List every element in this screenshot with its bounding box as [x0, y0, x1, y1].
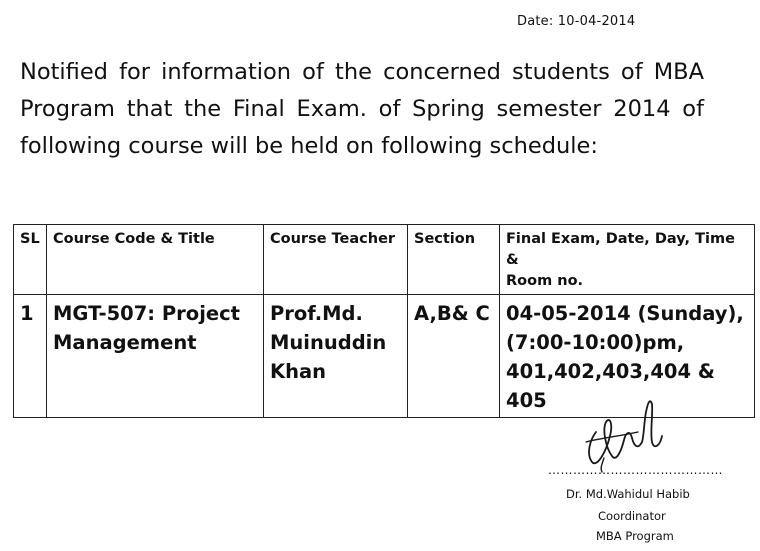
cell-teacher: [264, 295, 408, 418]
table-header-row: [14, 225, 755, 295]
header-schedule: [500, 225, 755, 295]
cell-course-line-1: MGT-507: Project: [53, 302, 240, 325]
header-teacher: Course Teacher: [264, 225, 408, 295]
cell-schedule-line-3: 401,402,403,404 & 405: [506, 360, 715, 412]
notice-line-2: Program that the Final Exam. of Spring semester 2014 of: [20, 96, 704, 122]
cell-course-line-2: Management: [53, 331, 197, 354]
header-schedule-line-1: Final Exam, Date, Day, Time &: [506, 231, 735, 268]
signatory-program: MBA Program: [596, 529, 674, 543]
notice-line-3: following course will be held on following schedule:: [20, 133, 598, 159]
cell-sl: 1: [14, 295, 47, 418]
notice-body: [20, 54, 710, 165]
signature-line: ……………………………………: [548, 463, 723, 477]
cell-schedule-line-1: 04-05-2014 (Sunday),: [506, 302, 744, 325]
signatory-role: Coordinator: [598, 509, 666, 523]
exam-schedule-table: [13, 224, 755, 418]
notice-date: Date: 10-04-2014: [517, 14, 636, 29]
cell-teacher-line-3: Khan: [270, 360, 327, 383]
header-section: Section: [408, 225, 500, 295]
header-schedule-line-2: Room no.: [506, 273, 584, 289]
cell-section: A,B& C: [408, 295, 500, 418]
header-sl: SL: [14, 225, 47, 295]
cell-teacher-line-2: Muinuddin: [270, 331, 387, 354]
cell-schedule-line-2: (7:00-10:00)pm,: [506, 331, 685, 354]
signature-block: [548, 392, 723, 543]
signatory-name: Dr. Md.Wahidul Habib: [566, 487, 690, 501]
handwritten-signature: [566, 392, 686, 474]
header-course: Course Code & Title: [47, 225, 264, 295]
notice-line-1: Notified for information of the concerned students of MBA: [20, 59, 704, 85]
cell-teacher-line-1: Prof.Md.: [270, 302, 363, 325]
cell-course: [47, 295, 264, 418]
